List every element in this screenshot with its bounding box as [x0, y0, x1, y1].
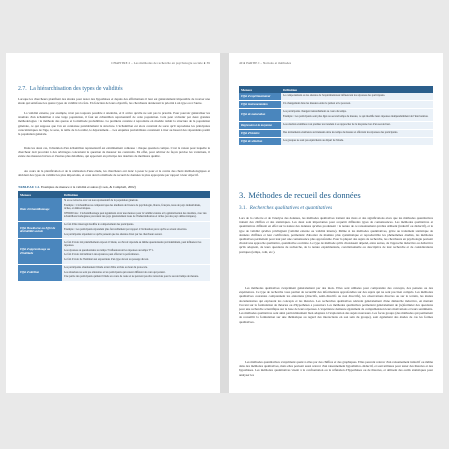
table-caption-text: Exemples de menace à la validité et autres (Cook, & Campbell, 2002) [40, 185, 136, 189]
definition-text: Le fait d'avoir été préalablement exposé à l'étude, ou d'avoir répondu au même questionnaire précédemment, peut influencer les réponses. [64, 240, 202, 247]
definition-text: Le fait d'avoir de l'habileté aux expositions d'un type de test au passage du test. [64, 258, 149, 262]
section-number: 2.7. [18, 86, 27, 92]
subsection-heading [239, 205, 332, 211]
paragraph: Les méthodes quantitatives s'expriment quant à elles par des chiffres et des graphiques. Elles peuvent relever d'un raisonnement inductif ou même dans des méthodes qualitatives, mais elles peuvent aussi relever d'un raisonnement hypothético-déductif, et sont utilisées pour tester des théories et des hypothèses. Les méthodes quantitatives visent à la confrontation ou la réfutation d'hypothèses ou de théories, et utilisent des outils statistiques pour analyser les [239, 360, 433, 377]
threat-definition [281, 109, 433, 122]
threat-name: Effet de sélection [239, 138, 281, 146]
table-header-row [18, 191, 210, 198]
table-row [239, 121, 433, 129]
threat-name: Effet d'expérimentateur [239, 93, 281, 101]
threat-definition [62, 222, 210, 239]
definition-text: Exemple : L'échantillon ne comprend que des étudiants de licence de psychologie, blancs, français, issus de pays industrialisés, riches, et démocratiques. [64, 203, 201, 211]
definition-text: Exemple : Les participants répondent plus favorablement par rapport à l'évaluation parce qu'ils se savent observés. [64, 227, 188, 231]
threat-name: Effet instrumentation [239, 101, 281, 109]
definition-text: Les résultats extrêmes à un premier test tendent à se rapprocher de la moyenne lors d'un second test. [283, 123, 391, 127]
chapter-number: 3. [239, 190, 246, 200]
paragraph: Au cours de la planification et de la réalisation d'une étude, les chercheurs ont donc à peser le pour et le contre des choix méthodologiques et décident des types de validité les plus importants, et ceux dont la méthode de recueil de données la plus appropriée par rapport à leur objectif. [18, 169, 210, 178]
threat-definition [281, 93, 433, 101]
threat-definition [281, 129, 433, 137]
definition-text: Des événements extérieurs surviennent entre les temps de mesure et affectent les réponses des participants. [283, 131, 398, 135]
table-row [18, 239, 210, 264]
subsection-number: 3.1. [239, 205, 247, 211]
threat-definition [62, 264, 210, 281]
table-row [239, 109, 433, 122]
threat-definition [281, 101, 433, 109]
right-page [229, 53, 443, 393]
threat-definition [281, 121, 433, 129]
threat-definition [62, 198, 210, 222]
threat-name: Effet d'attrition [18, 264, 62, 281]
definition-text: WEIRD bias : L'échantillonnage peut également avoir une menace pour la validité externe et la généralisation des résultats, avec des échantillons homogènes provenant des pays généralement issus de l'industrialisation et riches (ou des pays démocratiques). [64, 211, 207, 219]
book-gutter [220, 53, 229, 393]
threat-name: Régression à la moyenne [239, 121, 281, 129]
chapter-heading [239, 190, 361, 200]
table-row [239, 93, 433, 101]
table-caption [18, 185, 136, 189]
chapter-title: Méthodes de recueil des données [248, 190, 361, 200]
threat-name: Effet de maturation [239, 109, 281, 122]
table-row [239, 129, 433, 137]
definition-text: Exemple : Les participants sont plus âgés au second temps de mesure, ce qui modifie leurs réponses indépendamment de l'intervention. [283, 115, 429, 118]
table-row [239, 138, 433, 146]
table-row [18, 222, 210, 239]
threat-name: Effet Hawthorne ou Effet de désirabilité sociale [18, 222, 62, 239]
threat-name: Effet d'histoire [239, 129, 281, 137]
threat-name: Effet d'apprentissage ou d'habitude [18, 239, 62, 264]
threat-definition [62, 239, 210, 264]
threat-definition [281, 138, 433, 146]
threat-name: Biais d'échantillonnage [18, 198, 62, 222]
table-caption-label: TABLEAU 1.2. [18, 185, 41, 189]
paragraph: Dans les deux cas, l'obtention d'un échantillon représentatif est extrêmement coûteuse : chaque question compte. C'est la raison pour laquelle le chercheur doit procéder à des arbitrages concernant la question de mesurer les construits. En effet, pour arbitrer de façon précise les variations, il existe des mesures brèves et d'autres plus détaillées, qui apportent en principe des résultats de meilleure qualité. [18, 146, 210, 159]
table-row [18, 264, 210, 281]
section-heading [18, 86, 123, 92]
subsection-title: Recherches qualitatives et quantitatives [249, 205, 333, 211]
definition-text: Les réponses au questionnaire au temps T influenceront les réponses au temps T+1. [64, 248, 154, 252]
left-page [6, 53, 220, 393]
paragraph: Lorsque les chercheurs planifient des études pour tester des hypothèses et depuis des affirmations il leur est généralement impossible de trouver une étude qui satisfasse les quatre types de validité à la fois. En fonction de leurs objectifs, les chercheurs donneront la priorité à un type ou à l'autre. [18, 97, 210, 106]
validity-threats-table-continued [239, 86, 433, 146]
definition-text: Les participants abandonnent l'étude avant d'être arrivés au bout du protocole. [64, 266, 148, 270]
definition-text: Un changement dans les mesures entre le prétest et le post-test. [283, 102, 351, 106]
table-header-definition: Définition [281, 86, 433, 93]
table-header-menace: Menace [18, 191, 62, 198]
definition-text: Une partie des participants quittent l'étude en cours de route et ne peuvent pas être retrouvés pour le second temps de mesure. [64, 275, 199, 279]
section-title: La hiérarchisation des types de validités [29, 86, 123, 92]
table-header-menace: Menace [239, 86, 281, 93]
paragraph: Les méthodes qualitatives s'expriment généralement par des mots. Elles sont utilisées pour comprendre des concepts, des pensées ou des expériences. Ce type de recherche vous permet de recueillir des informations approfondies sur des sujets qui ne sont pas bien compris. Les méthodes qualitatives courantes comprennent les entretiens (directifs, semi-directifs ou non directifs), les observations directes ou sur le terrain, les études documentaires qui explorent les concepts et les théories. Les recherches qualitatives relèvent généralement d'une démarche inductive, en mettant l'accent sur la formulation de théories ou d'hypothèses a posteriori. Les méthodes qualitatives permettent généralement de (re)formuler des questions pour une recherche scientifique sur la base de leurs réponses. L'expérience demeure également de compréhension leurs motivations et leurs sentiments. Les méthodes qualitatives sont ainsi particulièrement bien adaptées à l'exploration des sujets nouveaux. Les focus groups (des méthodes qui permettent de recueillir la formulation sur une thématique au regard des interactions en son sein du groupe), sont également des études de cas les formes qualitatives. [239, 286, 433, 324]
table-row [239, 101, 433, 109]
definition-text: Les participants répondent ce qu'ils pensent que les attentes d'eux par les chercheurs seront. [64, 232, 163, 236]
running-header: CHAPITRE 2 – Les méthodes de recherche en psychologie sociale ● 39 [111, 61, 210, 65]
validity-threats-table [18, 191, 210, 282]
definition-text: Le fait d'avoir été habitué à des épreuves peut affecter la performance. [64, 253, 140, 257]
paragraph: La validité externe, par exemple, n'est pas toujours possible à atteindre, et il arrive qu'elle ne soit pas la priorité. Pour pouvoir généraliser les résultats d'un échantillon à une large population, il faut un échantillon représentatif de cette population. Cela peut s'obtenir par deux grandes méthodologies : la méthode des quotas et la méthode probabiliste. La première consiste à reproduire en modèle réduit la structure de la population générale, ce qui suppose que l'on en connaisse préalablement la structure. L'échantillon est alors construit de sorte qu'il reproduise les principales caractéristiques de l'âge, le sexe, la taille de la localité, le département… Les enquêtes probabilistes consistent à tirer au hasard des répondants parmi la population générale. [18, 111, 210, 137]
definition-text: Le comportement ou les attentes de l'expérimentateur influencent les réponses des participants. [283, 94, 386, 98]
running-header: 40 ● PARTIE I – Notions et méthodes [239, 61, 292, 65]
definition-text: Si on se retrouve avec un non représentatif de la population générale. [64, 199, 139, 203]
table-header-row [239, 86, 433, 93]
table-header-definition: Définition [62, 191, 210, 198]
paragraph: Lors de la collecte et de l'analyse des données, les méthodes qualitatives traitent des mots et des significations alors que les méthodes quantitatives traitent des chiffres et des statistiques. Les deux sont importantes pour acquérir différents types de connaissances. Les méthodes qualitatives et quantitatives diffèrent en effet sur la nature des données qu'elles produisent : la nature de ce raisonnement qu'elles utilisent (inductif ou déductif), et le type de validité qu'elles privilégient (validité externe ou validité interne). Même si les méthodes quantitatives, grâce au traitement statistique de données chiffrées et leur codification, permettent d'aborder de manière plus systématique et reproductible les phénomènes étudiés, les méthodes qualitatives permettent pour leur part une connaissance plus approfondie. Pour la plupart des sujets de recherche, les chercheurs en psychologie peuvent choisir une approche qualitative, quantitative ou mixte. Le type de méthode qu'ils choisissent dépend, entre autres, de l'approche inductive ou déductive qu'ils adoptent, de leurs questions de recherche, de la nature expérimentale, corrélationnelle ou descriptive de leur recherche et de considérations pratiques (temps, coût, etc.). [239, 216, 433, 254]
table-row [18, 198, 210, 222]
definition-text: Les groupes ne sont pas équivalents au départ de l'étude. [283, 139, 344, 143]
definition-text: Les abandons ne sont pas aléatoires et les participants qui restent diffèrent de ceux qui partent. [64, 270, 166, 274]
definition-text: Les participants changent naturellement au cours du temps. [283, 110, 347, 114]
definition-text: Le fait d'être interrogé modifie le comportement des participants. [64, 223, 134, 227]
